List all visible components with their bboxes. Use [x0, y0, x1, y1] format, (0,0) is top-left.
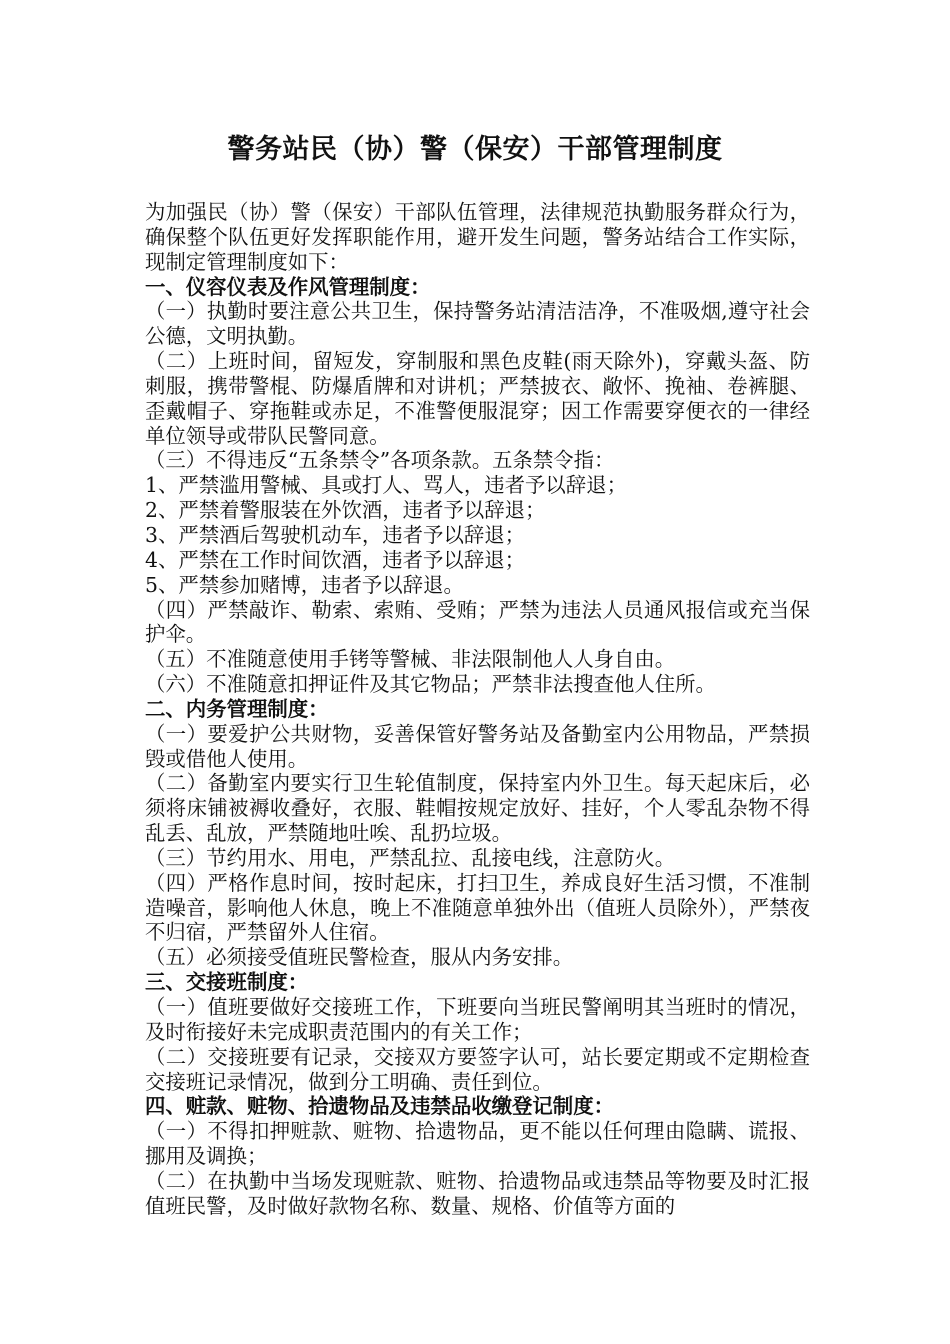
- paragraph: 3、严禁酒后驾驶机动车，违者予以辞退；: [145, 522, 526, 547]
- section-heading: 二、内务管理制度：: [145, 696, 329, 721]
- paragraph: 1、严禁滥用警械、具或打人、骂人，违者予以辞退；: [145, 473, 627, 498]
- paragraph: （二）在执勤中当场发现赃款、赃物、拾遗物品或违禁品等物要及时汇报值班民警，及时做好款物名称、数量、规格、价值等方面的: [145, 1168, 810, 1218]
- document-title: 警务站民（协）警（保安）干部管理制度: [227, 134, 723, 165]
- paragraph: （三）不得违反“五条禁令”各项条款。五条禁令指：: [145, 448, 615, 473]
- paragraph: （一）不得扣押赃款、赃物、拾遗物品，更不能以任何理由隐瞒、谎报、挪用及调换；: [145, 1119, 810, 1169]
- paragraph: （五）必须接受值班民警检查，服从内务安排。: [145, 945, 574, 970]
- paragraph: （三）节约用水、用电，严禁乱拉、乱接电线，注意防火。: [145, 845, 676, 870]
- paragraph: 为加强民（协）警（保安）干部队伍管理，法律规范执勤服务群众行为，确保整个队伍更好发挥职能作用，避开发生问题，警务站结合工作实际，现制定管理制度如下：: [145, 200, 810, 274]
- paragraph: （六）不准随意扣押证件及其它物品；严禁非法搜查他人住所。: [145, 672, 716, 697]
- paragraph: （二）上班时间，留短发，穿制服和黑色皮鞋(雨天除外)，穿戴头盔、防刺服，携带警棍、防爆盾牌和对讲机；严禁披衣、敞怀、挽袖、卷裤腿、歪戴帽子、穿拖鞋或赤足，不准警便服混穿；因工作需要穿便衣的一律经单位领导或带队民警同意。: [145, 349, 810, 448]
- document-body: [145, 200, 810, 1219]
- paragraph: （一）值班要做好交接班工作，下班要向当班民警阐明其当班时的情况，及时衔接好未完成职责范围内的有关工作；: [145, 995, 810, 1044]
- section-heading: 四、赃款、赃物、拾遗物品及违禁品收缴登记制度：: [145, 1094, 614, 1119]
- paragraph: 2、严禁着警服装在外饮酒，违者予以辞退；: [145, 498, 546, 523]
- section-heading: 三、交接班制度：: [145, 970, 309, 995]
- section-heading: 一、仪容仪表及作风管理制度：: [145, 274, 431, 299]
- paragraph: （一）要爱护公共财物，妥善保管好警务站及备勤室内公用物品，严禁损毁或借他人使用。: [145, 721, 810, 771]
- paragraph: （一）执勤时要注意公共卫生，保持警务站清洁洁净，不准吸烟,遵守社会公德，文明执勤。: [145, 299, 810, 349]
- paragraph: （五）不准随意使用手铐等警械、非法限制他人人身自由。: [145, 647, 676, 672]
- paragraph: （四）严禁敲诈、勒索、索贿、受贿；严禁为违法人员通风报信或充当保护伞。: [145, 597, 810, 647]
- paragraph: （四）严格作息时间，按时起床，打扫卫生，养成良好生活习惯，不准制造噪音，影响他人休息，晚上不准随意单独外出（值班人员除外），严禁夜不归宿，严禁留外人住宿。: [145, 870, 810, 945]
- paragraph: （二）交接班要有记录，交接双方要签字认可，站长要定期或不定期检查交接班记录情况，做到分工明确、责任到位。: [145, 1044, 810, 1094]
- paragraph: 4、严禁在工作时间饮酒，违者予以辞退；: [145, 547, 526, 572]
- paragraph: 5、严禁参加赌博，违者予以辞退。: [145, 572, 464, 597]
- paragraph: （二）备勤室内要实行卫生轮值制度，保持室内外卫生。每天起床后，必须将床铺被褥收叠好，衣服、鞋帽按规定放好、挂好，个人零乱杂物不得乱丢、乱放，严禁随地吐唉、乱扔垃圾。: [145, 771, 810, 846]
